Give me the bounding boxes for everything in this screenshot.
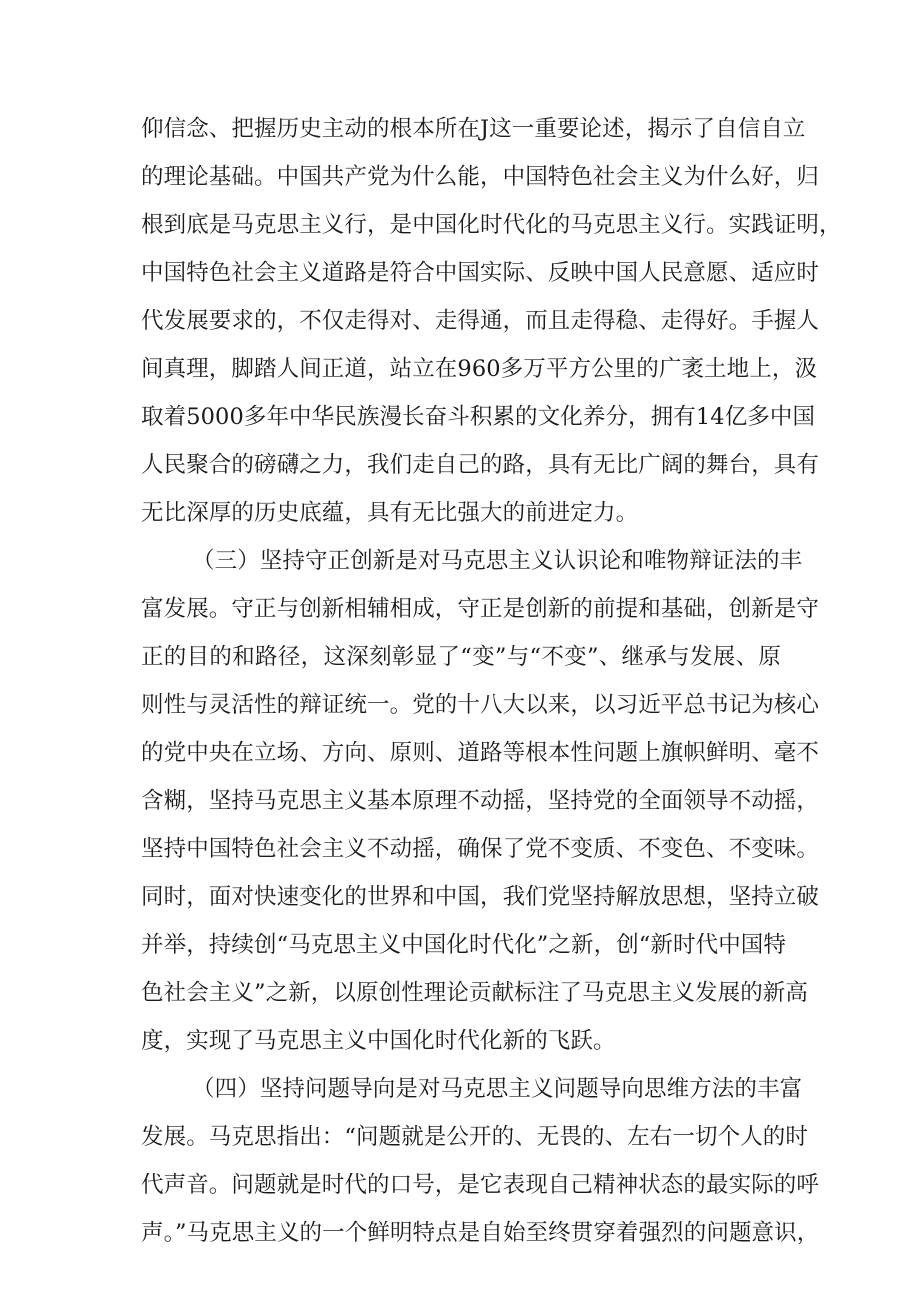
text-line: 的理论基础。中国共产党为什么能，中国特色社会主义为什么好，归 [141, 164, 820, 190]
text-line: 声。”马克思主义的一个鲜明特点是自始至终贯穿着强烈的问题意识， [141, 1220, 820, 1246]
text-line: 并举，持续创“马克思主义中国化时代化”之新，创“新时代中国特 [141, 932, 787, 958]
text-line: 无比深厚的历史底蕴，具有无比强大的前进定力。 [141, 500, 639, 526]
text-line: 色社会主义”之新，以原创性理论贡献标注了马克思主义发展的新高 [141, 980, 809, 1006]
text-line: 人民聚合的磅礴之力，我们走自己的路，具有无比广阔的舞台，具有 [141, 452, 820, 478]
text-line: 正的目的和路径，这深刻彰显了“变”与“不变”、继承与发展、原 [141, 644, 781, 670]
text-line: 度，实现了马克思主义中国化时代化新的飞跃。 [141, 1028, 616, 1054]
text-line: 的党中央在立场、方向、原则、道路等根本性问题上旗帜鲜明、毫不 [141, 740, 820, 766]
text-line: 根到底是马克思主义行，是中国化时代化的马克思主义行。实践证明， [141, 212, 842, 238]
text-line: 含糊，坚持马克思主义基本原理不动摇，坚持党的全面领导不动摇， [141, 788, 820, 814]
text-line: 同时，面对快速变化的世界和中国，我们党坚持解放思想，坚持立破 [141, 884, 820, 910]
paragraph-heading-line: （三）坚持守正创新是对马克思主义认识论和唯物辩证法的丰 [192, 548, 803, 574]
paragraph-heading-line: （四）坚持问题导向是对马克思主义问题导向思维方法的丰富 [192, 1076, 803, 1102]
text-line: 代声音。问题就是时代的口号，是它表现自己精神状态的最实际的呼 [141, 1172, 820, 1198]
text-line: 坚持中国特色社会主义不动摇，确保了党不变质、不变色、不变味。 [141, 836, 820, 862]
text-line: 则性与灵活性的辩证统一。党的十八大以来，以习近平总书记为核心 [141, 692, 820, 718]
text-line: 富发展。守正与创新相辅相成，守正是创新的前提和基础，创新是守 [141, 596, 820, 622]
text-line: 中国特色社会主义道路是符合中国实际、反映中国人民意愿、适应时 [141, 260, 820, 286]
text-line: 间真理，脚踏人间正道，站立在960多万平方公里的广袤土地上，汲 [141, 356, 818, 382]
text-line: 取着5000多年中华民族漫长奋斗积累的文化养分，拥有14亿多中国 [141, 404, 816, 430]
text-line: 发展。马克思指出：“问题就是公开的、无畏的、左右一切个人的时 [141, 1124, 809, 1150]
text-line: 仰信念、把握历史主动的根本所在J这一重要论述，揭示了自信自立 [141, 116, 806, 142]
text-line: 代发展要求的，不仅走得对、走得通，而且走得稳、走得好。手握人 [141, 308, 820, 334]
